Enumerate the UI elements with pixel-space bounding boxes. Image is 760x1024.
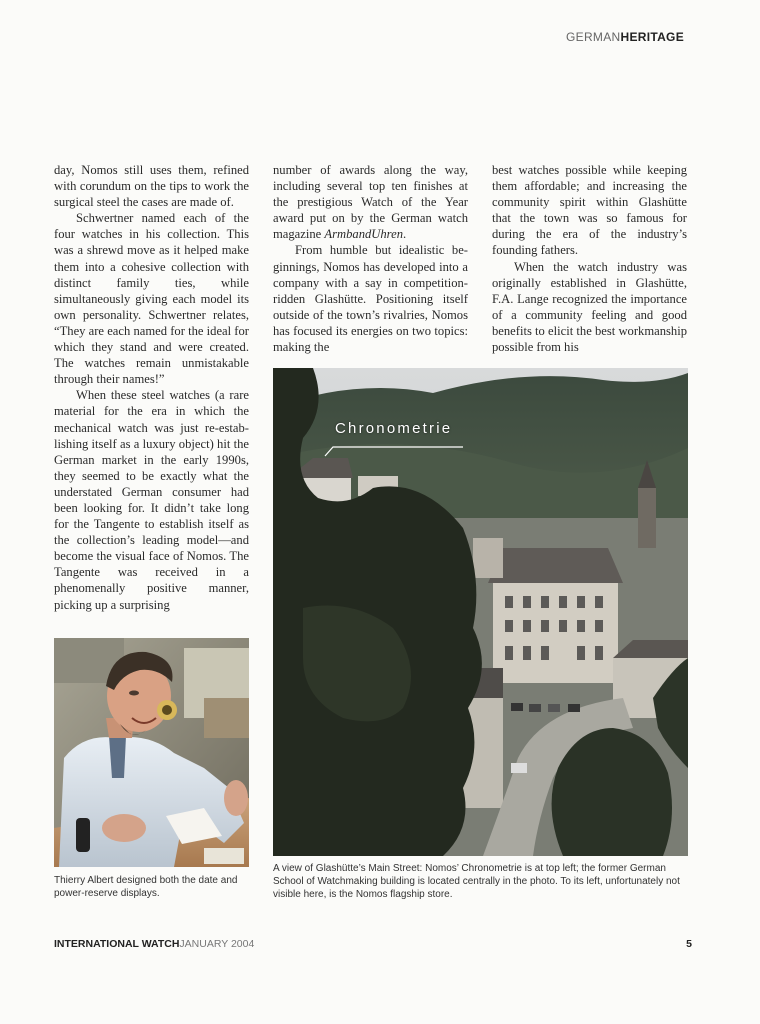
issue-date: JANUARY 2004 [179,938,255,950]
publication-name: INTERNATIONAL WATCH [54,938,180,950]
paragraph [273,162,468,242]
paragraph: From humble but idealistic beginnings, Nomos has developed into a company with a say in competition-ridden Glashütte. Positioning itself outside of the town’s rivalries, Nomos has focused its energies on two topics: making the [273,243,468,355]
article-column-2 [273,162,468,355]
section-header-light: GERMAN [566,30,621,44]
footer-publication [54,938,254,950]
article-column-1 [54,162,249,613]
section-header [566,30,684,44]
paragraph: best watches possible while keeping them affordable; and increasing the community spirit within Glashütte that the town was so famous for during the era of the industry’s founding fathers. [492,163,687,258]
paragraph-text: number of awards along the way, including several top ten finishes at the prestigious Watch of the Year award put on by the German watch magazine [273,163,468,242]
paragraph: day, Nomos still uses them, refined with corundum on the tips to work the surgical steel the cases are made of. [54,163,249,210]
paragraph: Schwertner named each of the four watches in his collection. This was a shrewd move as it helped make them into a cohesive collection with distinct family ties, while simultaneously giving each model its own personality. Schwertner relates, “They are each named for the ideal for which they stand and were created. The watches remain unmistakable through their names!” [54,211,249,387]
photo-caption-right: A view of Glashütte’s Main Street: Nomos’ Chronometrie is at top left; the former German School of Watchmaking building is located centrally in the photo. To its left, unfortunately not visible here, is the Nomos flagship store. [273,863,680,900]
chronometrie-label: Chronometrie [335,420,453,437]
paragraph-text: . [403,227,407,242]
watchmaker-photo [54,638,249,867]
page-number: 5 [686,938,692,950]
main-street-photo [273,368,688,856]
paragraph: When these steel watches (a rare material for the era in which the mechanical watch was just re-establishing itself as a luxury object) hit the German market in the early 1990s, they seemed to be exactly what the understated German consumer had been looking for. It didn’t take long for the Tangente to establish itself as the collection’s leading model—and become the visual face of Nomos. The Tangente was received in a phenomenally positive manner, picking up a surprising [54,388,249,612]
paragraph: When the watch industry was originally established in Glashütte, F.A. Lange recognized the importance of a community feeling and good benefits to elicit the best workmanship possible from his [492,259,687,355]
section-header-bold: HERITAGE [620,30,684,44]
magazine-title: ArmbandUhren [324,227,403,242]
article-column-3 [492,162,687,355]
photo-caption-left: Thierry Albert designed both the date and power-reserve displays. [54,875,238,899]
